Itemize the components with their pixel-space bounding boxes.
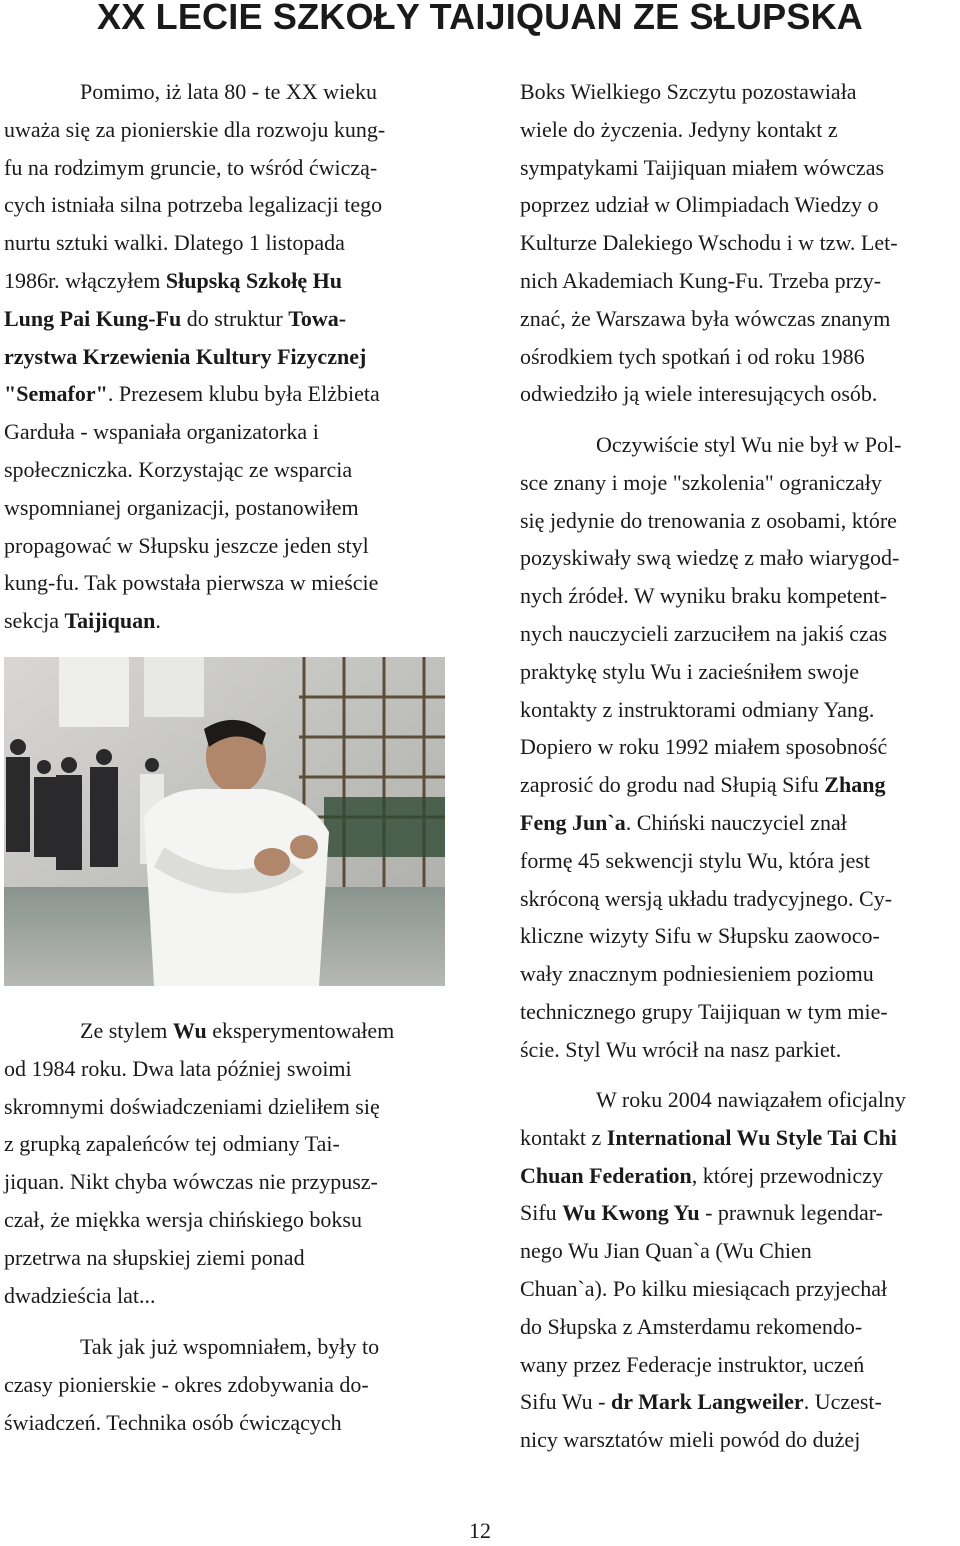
text-run: Oczywiście styl Wu nie był w Pol-: [596, 432, 902, 457]
text-run: sce znany i moje "szkolenia" ograniczały: [520, 470, 882, 495]
text-line: [4, 1129, 340, 1159]
text-run: W roku 2004 nawiązałem oficjalny: [596, 1087, 906, 1112]
text-run: jiquan. Nikt chyba wówczas nie przypusz-: [4, 1169, 378, 1194]
text-line: [4, 455, 352, 485]
text-line: [520, 581, 887, 611]
text-run: nicy warsztatów mieli powód do dużej: [520, 1427, 861, 1452]
text-run: Sifu: [520, 1200, 563, 1225]
text-line: [4, 1408, 342, 1438]
text-line: [4, 190, 382, 220]
text-run: fu na rodzimym gruncie, to wśród ćwiczą-: [4, 155, 378, 180]
text-line: [520, 77, 857, 107]
text-run: nurtu sztuki walki. Dlatego 1 listopada: [4, 230, 345, 255]
text-line: [520, 997, 888, 1027]
text-run: kontakt z: [520, 1125, 607, 1150]
text-run: kung-fu. Tak powstała pierwsza w mieście: [4, 570, 379, 595]
text-run: przetrwa na słupskiej ziemi ponad: [4, 1245, 305, 1270]
text-run: wany przez Federacje instruktor, uczeń: [520, 1352, 865, 1377]
text-line: [4, 1243, 305, 1273]
text-line: [520, 228, 898, 258]
text-line: [520, 1161, 883, 1191]
text-run: ście. Styl Wu wrócił na nasz parkiet.: [520, 1037, 842, 1062]
bold-text: rzystwa Krzewienia Kultury Fizycznej: [4, 344, 367, 369]
text-run: zaprosić do grodu nad Słupią Sifu: [520, 772, 825, 797]
text-run: - prawnuk legendar-: [699, 1200, 883, 1225]
text-line: [520, 657, 859, 687]
text-line: [4, 379, 380, 409]
text-run: praktykę stylu Wu i zacieśniłem swoje: [520, 659, 860, 684]
text-line: [520, 732, 887, 762]
text-line: [520, 543, 899, 573]
text-run: nych nauczycieli zarzuciłem na jakiś czas: [520, 621, 888, 646]
text-line: [4, 493, 359, 523]
text-line: [520, 1387, 882, 1417]
text-line: [520, 153, 884, 183]
text-line: [520, 1425, 860, 1455]
text-run: ośrodkiem tych spotkań i od roku 1986: [520, 344, 865, 369]
text-line: [520, 379, 877, 409]
bold-text: International Wu Style Tai Chi: [606, 1125, 897, 1150]
bold-text: Towa-: [288, 306, 347, 331]
text-line: [4, 1332, 379, 1362]
text-line: [520, 468, 882, 498]
text-line: [520, 190, 879, 220]
text-line: [520, 1035, 841, 1065]
text-line: [4, 1016, 394, 1046]
text-run: Tak jak już wspomniałem, były to: [80, 1334, 380, 1359]
text-run: sympatykami Taijiquan miałem wówczas: [520, 155, 885, 180]
text-line: [520, 1085, 906, 1115]
text-line: [520, 1312, 862, 1342]
bold-text: "Semafor": [4, 381, 108, 406]
bold-text: Wu: [172, 1018, 207, 1043]
text-run: się jedynie do trenowania z osobami, które: [520, 508, 897, 533]
text-line: [520, 1350, 864, 1380]
bold-text: Taijiquan: [64, 608, 156, 633]
text-line: [520, 1123, 897, 1153]
text-line: [520, 846, 870, 876]
text-line: [4, 1092, 380, 1122]
text-run: nych źródeł. W wyniku braku kompetent-: [520, 583, 887, 608]
text-run: propagować w Słupsku jeszcze jeden styl: [4, 533, 369, 558]
text-line: [4, 606, 161, 636]
text-run: świadczeń. Technika osób ćwiczących: [4, 1410, 342, 1435]
text-run: poprzez udział w Olimpiadach Wiedzy o: [520, 192, 879, 217]
text-run: Sifu Wu -: [520, 1389, 611, 1414]
text-line: [520, 808, 847, 838]
text-line: [520, 1198, 883, 1228]
text-run: Ze stylem: [80, 1018, 173, 1043]
bold-text: Wu Kwong Yu: [562, 1200, 700, 1225]
text-line: [4, 1281, 156, 1311]
text-line: [4, 304, 346, 334]
text-run: skróconą wersją układu tradycyjnego. Cy-: [520, 886, 893, 911]
text-run: kontakty z instruktorami odmiany Yang.: [520, 697, 875, 722]
text-run: . Uczest-: [803, 1389, 882, 1414]
text-run: . Chiński nauczyciel znał: [625, 810, 847, 835]
text-line: [4, 1167, 378, 1197]
text-run: formę 45 sekwencji stylu Wu, która jest: [520, 848, 871, 873]
text-run: technicznego grupy Taijiquan w tym mie-: [520, 999, 888, 1024]
text-run: sekcja: [4, 608, 65, 633]
text-run: cych istniała silna potrzeba legalizacji tego: [4, 192, 383, 217]
text-line: [520, 959, 874, 989]
text-run: Garduła - wspaniała organizatorka i: [4, 419, 319, 444]
text-run: kliczne wizyty Sifu w Słupsku zaowoco-: [520, 923, 880, 948]
text-run: Kulturze Dalekiego Wschodu i w tzw. Let-: [520, 230, 898, 255]
bold-text: Lung Pai Kung-Fu: [4, 306, 182, 331]
text-line: [4, 115, 385, 145]
text-run: nego Wu Jian Quan`a (Wu Chien: [520, 1238, 812, 1263]
bold-text: Feng Jun`a: [520, 810, 626, 835]
text-line: [520, 619, 887, 649]
bold-text: Chuan Federation: [520, 1163, 692, 1188]
text-run: wspomnianej organizacji, postanowiłem: [4, 495, 359, 520]
text-run: czasy pionierskie - okres zdobywania do-: [4, 1372, 369, 1397]
text-run: dwadzieścia lat...: [4, 1283, 156, 1308]
text-run: eksperymentowałem: [206, 1018, 395, 1043]
window: [59, 657, 129, 727]
text-line: [520, 695, 874, 725]
training-photo: [4, 657, 445, 986]
text-run: od 1984 roku. Dwa lata później swoimi: [4, 1056, 352, 1081]
text-run: nich Akademiach Kung-Fu. Trzeba przy-: [520, 268, 882, 293]
text-line: [4, 1054, 352, 1084]
text-line: [4, 1205, 362, 1235]
text-run: uważa się za pionierskie dla rozwoju kung-: [4, 117, 386, 142]
text-run: Dopiero w roku 1992 miałem sposobność: [520, 734, 888, 759]
text-line: [520, 115, 838, 145]
text-line: [520, 770, 885, 800]
text-line: [520, 266, 881, 296]
text-run: wiele do życzenia. Jedyny kontakt z: [520, 117, 838, 142]
bold-text: Zhang: [824, 772, 886, 797]
text-line: [520, 1236, 812, 1266]
text-run: skromnymi doświadczeniami dzieliłem się: [4, 1094, 380, 1119]
text-line: [4, 153, 377, 183]
text-line: [520, 342, 865, 372]
text-run: odwiedziło ją wiele interesujących osób.: [520, 381, 878, 406]
text-run: pozyskiwały swą wiedzę z mało wiarygod-: [520, 545, 900, 570]
text-run: do struktur: [181, 306, 289, 331]
page-title: XX LECIE SZKOŁY TAIJIQUAN ZE SŁUPSKA: [97, 0, 863, 37]
text-run: z grupką zapaleńców tej odmiany Tai-: [4, 1131, 340, 1156]
text-line: [4, 1370, 369, 1400]
text-run: .: [155, 608, 161, 633]
text-run: 1986r. włączyłem: [4, 268, 166, 293]
text-line: [520, 506, 897, 536]
window: [144, 657, 204, 717]
bold-text: dr Mark Langweiler: [611, 1389, 804, 1414]
photo-illustration: [4, 657, 445, 986]
text-line: [4, 228, 345, 258]
text-line: [4, 531, 369, 561]
text-line: [520, 884, 892, 914]
text-run: Chuan`a). Po kilku miesiącach przyjechał: [520, 1276, 888, 1301]
text-run: . Prezesem klubu była Elżbieta: [107, 381, 380, 406]
text-run: znać, że Warszawa była wówczas znanym: [520, 306, 891, 331]
text-run: do Słupska z Amsterdamu rekomendo-: [520, 1314, 863, 1339]
text-run: , której przewodniczy: [691, 1163, 883, 1188]
text-line: [520, 304, 890, 334]
text-line: [520, 921, 880, 951]
text-line: [520, 430, 901, 460]
text-line: [520, 1274, 887, 1304]
text-run: wały znacznym podniesieniem poziomu: [520, 961, 874, 986]
text-line: [4, 77, 377, 107]
bold-text: Słupską Szkołę Hu: [165, 268, 342, 293]
mat: [324, 797, 445, 857]
text-run: społeczniczka. Korzystając ze wsparcia: [4, 457, 353, 482]
text-line: [4, 417, 319, 447]
text-line: [4, 568, 378, 598]
text-run: Pomimo, iż lata 80 - te XX wieku: [80, 79, 377, 104]
text-line: [4, 342, 366, 372]
text-run: czał, że miękka wersja chińskiego boksu: [4, 1207, 362, 1232]
text-line: [4, 266, 342, 296]
text-run: Boks Wielkiego Szczytu pozostawiała: [520, 79, 857, 104]
page-number: 12: [469, 1518, 491, 1543]
